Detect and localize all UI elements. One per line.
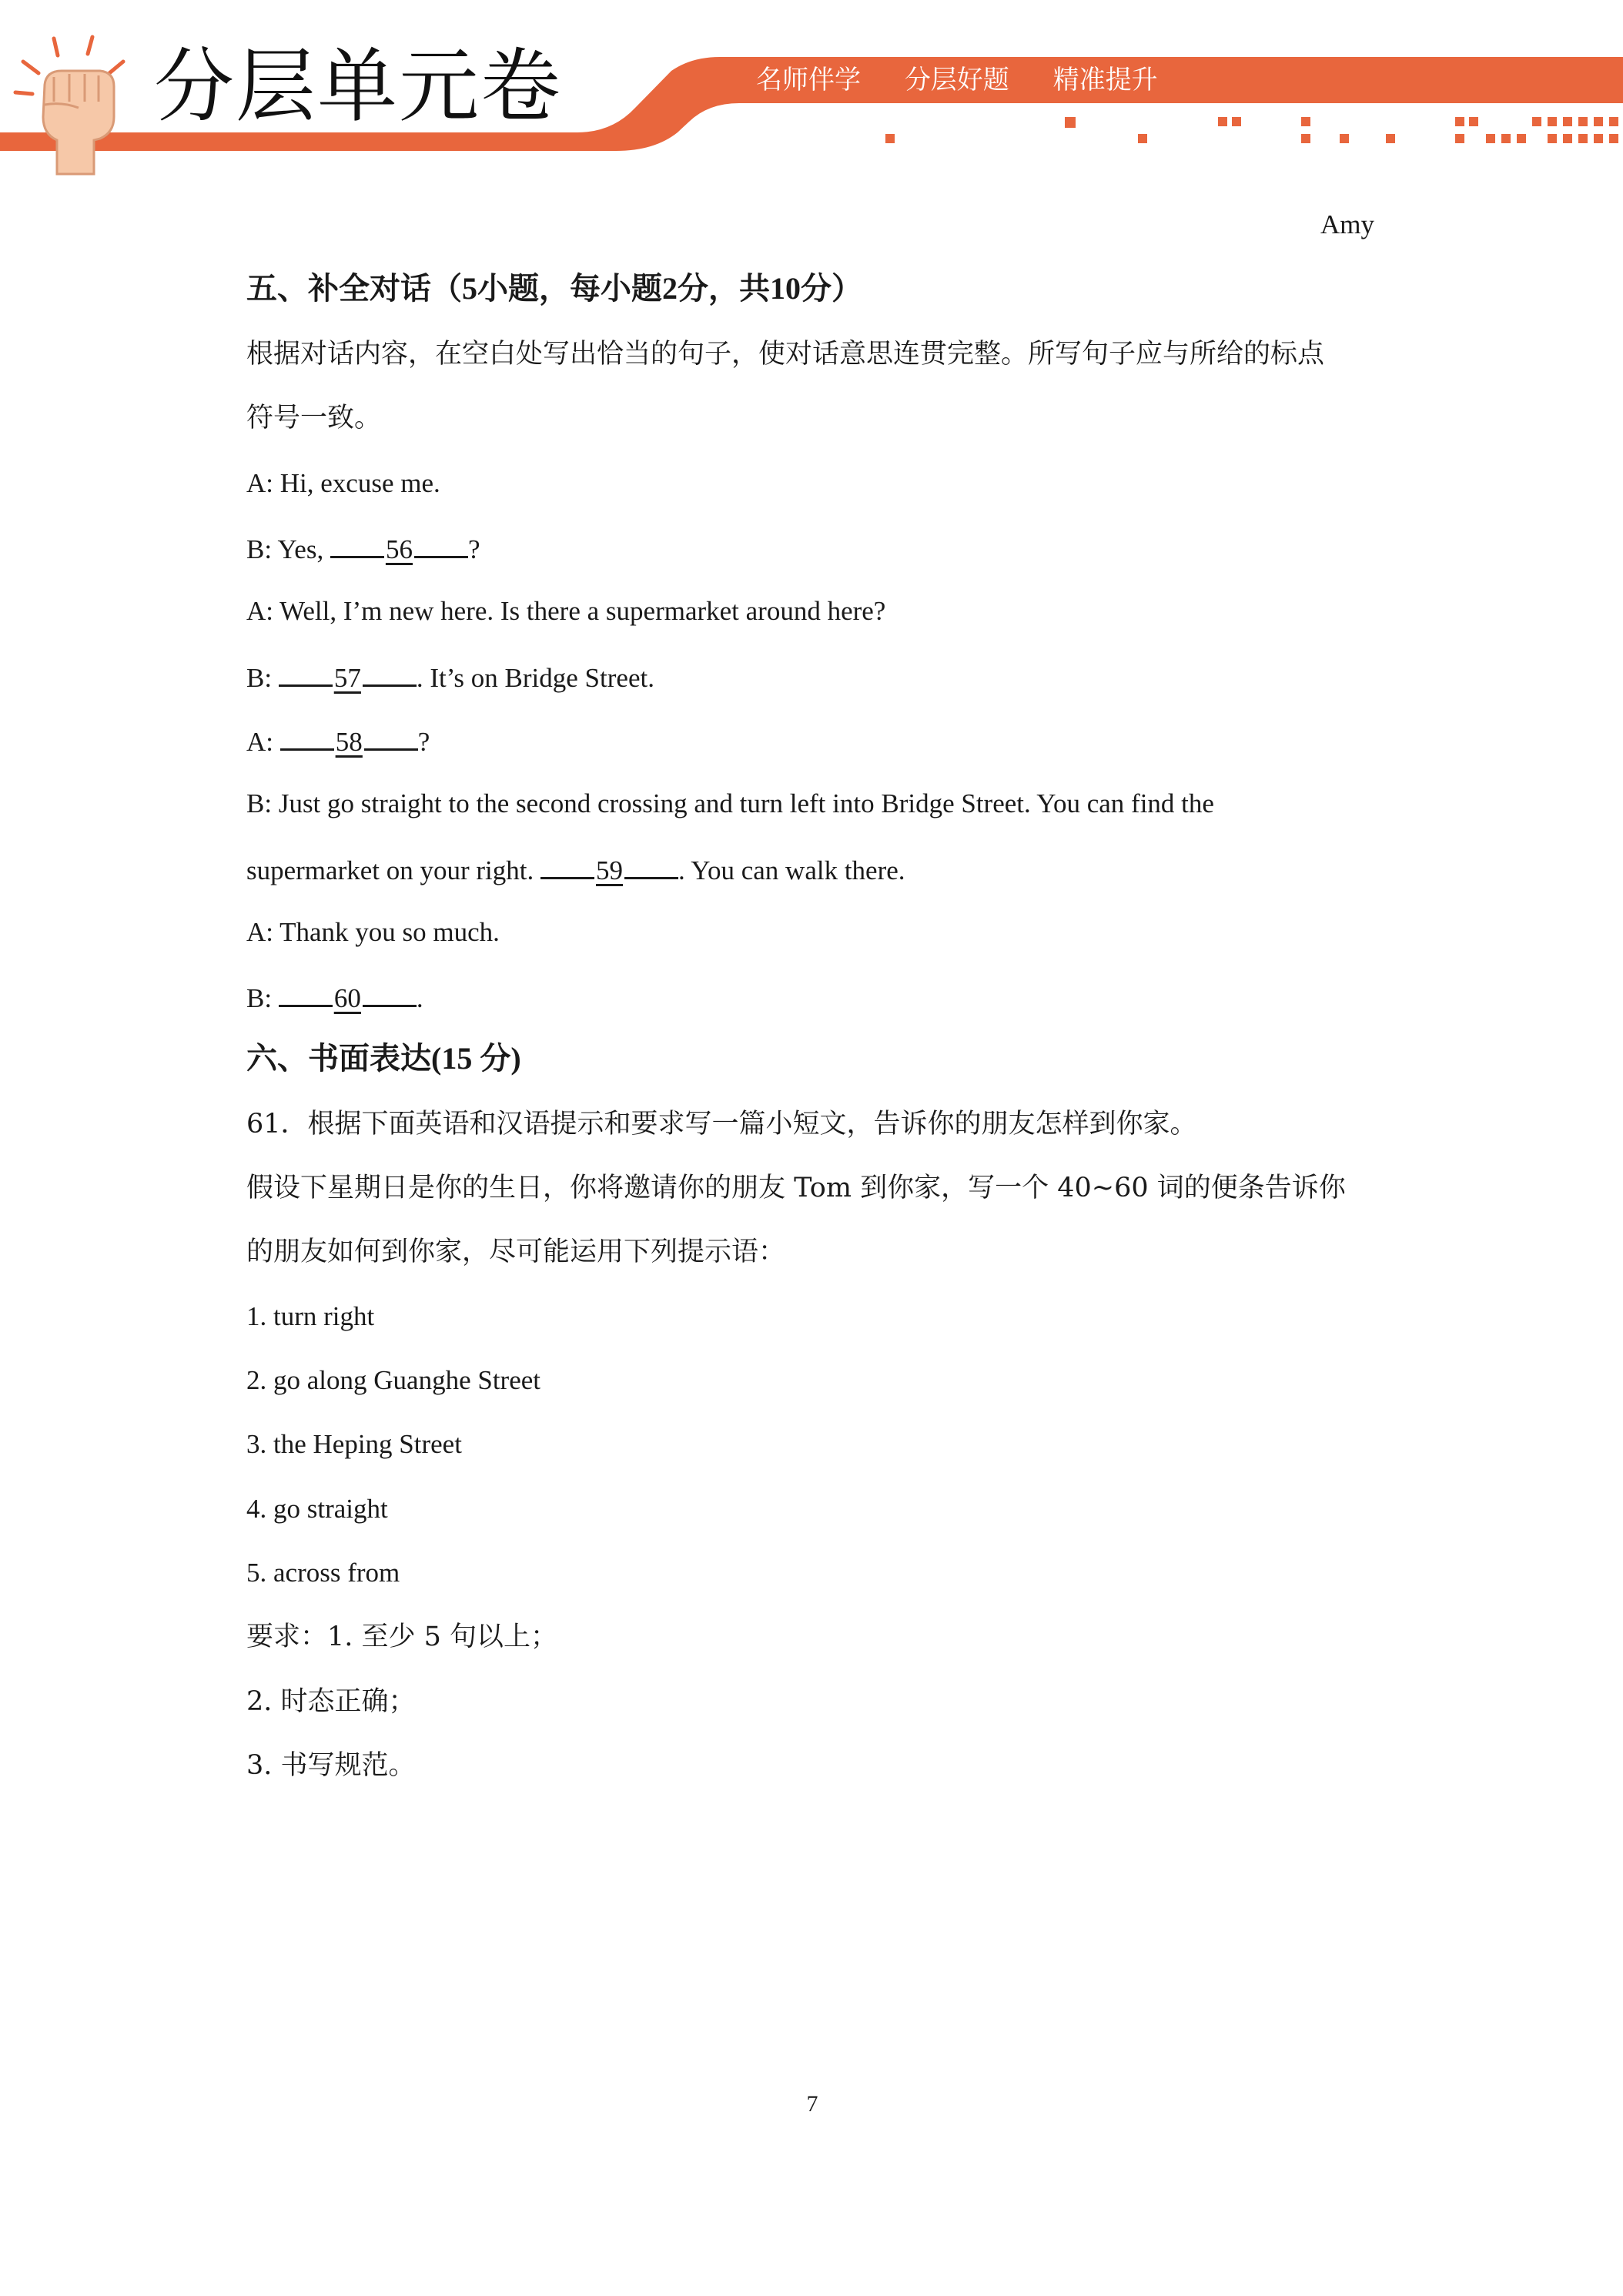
letter-signature: Amy [1320,209,1374,239]
requirement-item: 要求：1. 至少 5 句以上； [246,1622,558,1652]
header-tagline [756,59,1193,102]
dialogue-line [246,657,654,698]
raised-fist-icon [8,31,146,177]
answer-blank-59[interactable]: 59 [540,849,678,890]
brand-title: 分层单元卷 [154,39,563,133]
hint-item: 2. go along Guanghe Street [246,1365,540,1395]
dialogue-line: A: Thank you so much. [246,917,500,947]
hint-item: 5. across from [246,1558,400,1588]
tagline-item: 名师伴学 [756,65,861,95]
prompt-text: 假设下星期日是你的生日，你将邀请你的朋友 Tom 到你家，写一个 40~60 词的便条告诉你 [246,1173,1346,1203]
dialogue-line: A: Hi, excuse me. [246,468,440,498]
section-heading: 五、补全对话（5小题，每小题2分，共10分） [246,271,862,306]
dialogue-text: ? [467,534,480,564]
instruction-text: 符号一致。 [246,403,382,433]
dialogue-line: B: Just go straight to the second crossing and turn left into Bridge Street. You can find the [246,788,1214,818]
page-number: 7 [806,2091,818,2117]
hint-item: 3. the Heping Street [246,1429,462,1459]
hint-item: 1. turn right [246,1301,375,1331]
dialogue-text: ? [417,727,430,757]
answer-blank-58[interactable]: 58 [280,721,418,761]
dialogue-text: B: [246,663,279,693]
requirement-item: 3. 书写规范。 [246,1750,416,1781]
requirement-item: 2. 时态正确； [246,1686,416,1717]
dialogue-text: . [416,983,423,1013]
answer-blank-60[interactable]: 60 [279,977,417,1018]
answer-blank-56[interactable]: 56 [330,528,468,569]
dialogue-line [246,977,423,1018]
dialogue-text: B: Yes, [246,534,330,564]
dialogue-text: A: [246,727,280,757]
dialogue-line [246,849,905,890]
dialogue-line [246,721,430,761]
dialogue-text: . You can walk there. [678,855,905,885]
section-heading: 六、书面表达(15 分) [246,1041,521,1076]
dialogue-text: . It’s on Bridge Street. [416,663,654,693]
hint-item: 4. go straight [246,1494,388,1524]
dialogue-line [246,528,480,569]
prompt-text: 的朋友如何到你家，尽可能运用下列提示语： [246,1237,786,1267]
page-header [0,0,1623,185]
question-text: 61．根据下面英语和汉语提示和要求写一篇小短文，告诉你的朋友怎样到你家。 [246,1109,1197,1140]
dialogue-text: supermarket on your right. [246,855,540,885]
answer-blank-57[interactable]: 57 [279,657,417,698]
instruction-text: 根据对话内容，在空白处写出恰当的句子，使对话意思连贯完整。所写句子应与所给的标点 [246,339,1325,370]
dialogue-line: A: Well, I’m new here. Is there a supermarket around here? [246,596,886,626]
dialogue-text: B: [246,983,279,1013]
tagline-item: 分层好题 [904,65,1009,95]
tagline-item: 精准提升 [1052,65,1158,95]
